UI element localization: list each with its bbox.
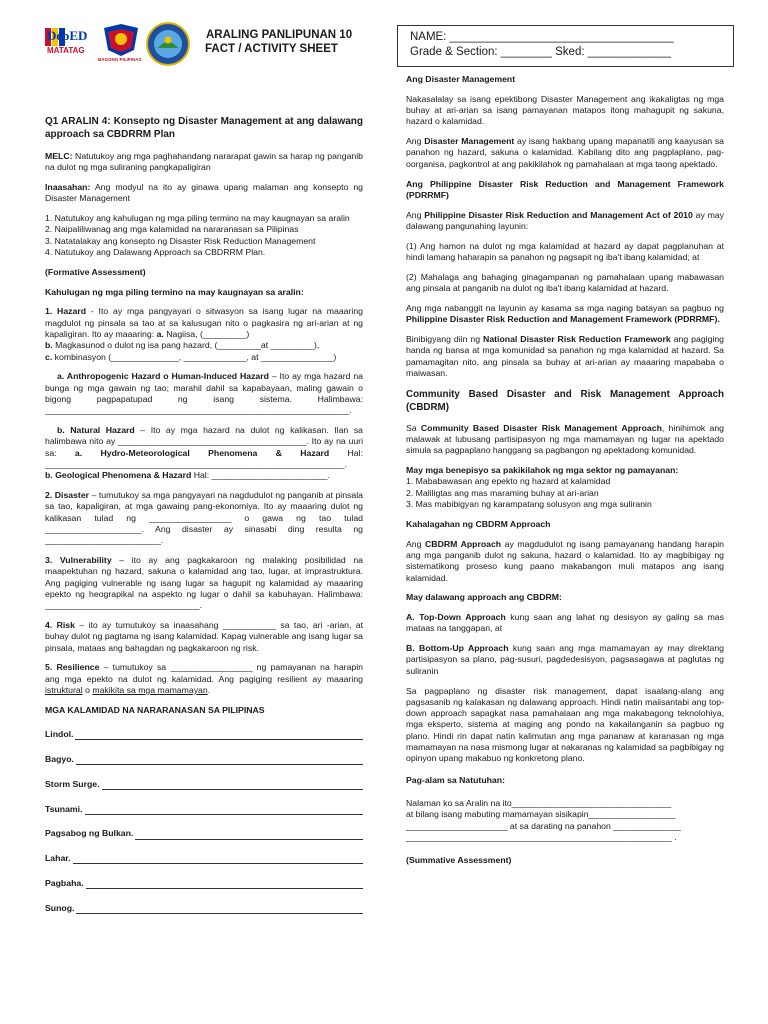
answer-line[interactable] [76,905,363,914]
melc-label: MELC: [45,151,73,161]
benepisyo-item: 2. Maliligtas ang mas maraming buhay at ari-arian [406,487,599,498]
answer-line[interactable] [75,731,363,740]
disaster-text[interactable]: – tumutukoy sa mga pangyayari na nagdudulot ng panganib at pinsala sa tao, kapaligiran, at mga gawaing pang-ekonomiya. Ito ay maaaring dulot ng kalikasan tulad ng _________________ o gawa ng tao tulad ____________________. Ang disaster ay sinasabi ding resulta ng ________________________. [45,490,363,546]
kahalagahan-heading: Kahalagahan ng CBDRM Approach [406,518,551,529]
hazard-a-label: a. [156,329,164,340]
istruktural-text: istruktural [45,685,83,696]
hazard-b-blank[interactable]: Magkasunod o dulot ng isa pang hazard, (_________at _________), [52,340,320,351]
vulnerability-label: 3. Vulnerability [45,555,112,566]
lesson-title: Q1 ARALIN 4: Konsepto ng Disaster Management at ang dalawang approach sa CBDRRM Plan [45,116,363,140]
title-line-2: FACT / ACTIVITY SHEET [205,43,338,55]
natural-hazard-paragraph [45,425,363,481]
resilience-or: o [82,685,93,696]
disaster-paragraph [45,490,363,546]
ndrrf-paragraph [406,334,724,379]
resilience-paragraph [45,662,363,696]
natural-hazard-text[interactable]: – Ito ay mga hazard na dulot ng kalikasan. Ilan sa halimbawa nito ay _______________________________________. Ito ay na uuri sa: [45,425,363,458]
school-seal-logo [146,22,190,66]
answer-line[interactable] [102,781,363,790]
objective-item: 3. Natatalakay ang konsepto ng Disaster Risk Reduction Management [45,235,316,246]
text: ay may dalawang pangunahing layunin: [406,209,724,231]
act-term: Philippine Disaster Risk Reduction and Management Act of 2010 [424,209,693,220]
geological-label: b. Geological Phenomena & Hazard [45,470,192,481]
text: kung saan ang lahat ng desisyon ay galing sa mas mataas na tanggapan, at [406,612,724,634]
melc-paragraph [45,151,363,174]
benepisyo-list [406,465,724,510]
name-field[interactable]: NAME: ___________________________________ [410,31,674,43]
hazard-text: - Ito ay mga pangyayari o sitwasyon sa isang lugar na maaaring magdulot ng pinsala sa tao at sa kalusugan nito o pagkasira ng ari-arian at ng kapaligiran. Ito ay maaaring: [45,306,363,340]
objective-item: 4. Natutukoy ang Dalawang Approach sa CBDRRM Plan. [45,247,266,258]
kalamidad-label: Lahar. [45,853,71,864]
pag-alam-line-2[interactable]: at bilang isang mabuting mamamayan sisikapin__________________ [406,809,676,820]
kahalagahan-paragraph [406,539,724,584]
matatag-logo-text: MATATAG [47,46,85,55]
pag-alam-blanks[interactable] [406,798,724,843]
layunin-2: (2) Mahalaga ang bahaging ginagampanan ng pamahalaan upang mabawasan ang pinsala at panganib na dulot ng iba't ibang kalamidad at hazard. [406,271,724,294]
risk-label: 4. Risk [45,620,75,631]
answer-line[interactable] [73,855,363,864]
kalamidad-item-pagbaha[interactable] [45,878,363,889]
disaster-label: 2. Disaster [45,490,90,501]
hydro-met-label: a. Hydro-Meteorological Phenomena & Hazard [74,447,330,458]
natural-hazard-label: b. Natural Hazard [57,425,135,436]
ndrrf-term: National Disaster Risk Reduction Framework [483,334,671,345]
cbdrm-heading: Community Based Disaster and Risk Management Approach (CBDRM) [406,389,724,413]
benepisyo-item: 1. Mababawasan ang epekto ng hazard at kalamidad [406,476,611,487]
kalamidad-label: Pagbaha. [45,877,84,888]
text: Sa [406,422,421,433]
bagong-pilipinas-caption: BAGONG PILIPINAS [98,57,142,62]
answer-line[interactable] [135,831,363,840]
kalamidad-label: Storm Surge. [45,778,100,789]
resilience-end: . [207,685,211,696]
text: ang pagiging handa ng bansa at mga komunidad sa panahon ng mga kalamidad at hazard. Sa pamamagitan nito, ang pinsala sa buhay at ari-arian ay maaaring mapababa o maiwasan. [406,334,725,378]
pagpaplano-paragraph: Sa pagpaplano ng disaster risk management, dapat isaalang-alang ang pagsasanib ng kalakasan ng dalawang approach. Hindi natin maiisantabi ang top-down approach sapagkat nasa pamahalaan ang mga makabagong teknolohiya, mga eksperto, sistema at maging ang pondo na kakailanganin sa pagbuo ng plano. Hindi rin dapat natin kalimutan ang mga pananaw at karanasan ng mga mamamayan na nasa mismong lugar at nakaranas ng kalamidad sa pagbibigay ng opinyon upang makabuo ng konkretong plano. [406,685,724,764]
text: ay magdudulot ng isang pamayanang handang harapin ang mga panganib dulot ng sakuna, hazard o kalamidad. Ito ay magbibigay ng sistematikong proseso kung paano makabangon muli matapos ang isang kalamidad. [406,538,725,583]
cbdrm-approach-term: CBDRM Approach [425,538,502,549]
kalamidad-item-tsunami[interactable] [45,804,363,815]
layunin-1: (1) Ang hamon na dulot ng mga kalamidad at hazard ay dapat pagplanuhan at hindi lamang haharapin sa panahon ng pagsapit ng iba't ibang kalamidad; at [406,240,724,263]
top-down-paragraph [406,612,724,635]
pdrrmf-paragraph [406,303,724,326]
risk-text[interactable]: – ito ay tumutukoy sa inaasahang ___________ sa tao, ari -arian, at buhay dulot ng pagtama ng isang kalamidad. Kapag vulnerable ang isang lugar sa pinsala, mataas ang bahagdan ng pagkakaroon ng risk. [45,620,363,653]
kalamidad-label: Bagyo. [45,753,74,764]
kalamidad-label: Lindol. [45,729,74,740]
grade-section-field[interactable]: Grade & Section: ________ Sked: _____________ [410,46,671,58]
kalamidad-label: Sunog. [45,902,75,913]
benepisyo-heading: May mga benepisyo sa pakikilahok ng mga sektor ng pamayanan: [406,465,679,476]
vulnerability-paragraph [45,555,363,611]
top-down-label: A. Top-Down Approach [406,612,506,623]
benepisyo-item: 3. Mas mabibigyan ng karampatang solusyon ang mga suliranin [406,499,652,510]
dm-paragraph-2 [406,136,724,170]
vulnerability-text[interactable]: – ito ay ang pagkakaroon ng malaking posibilidad na maapektuhan ng hazard, sakuna o kalamidad ang tao, lugar, at imprastruktura. Ang pagiging vulnerable ng isang lugar sa hagupit ng kalamidad ay maaaring epekto ng heograpikal na aspekto ng lugar o dahil sa kabuhayan. Halimbawa: ________________________________. [45,555,363,611]
formative-label: (Formative Assessment) [45,266,146,277]
melc-text: Natutukoy ang mga paghahandang nararapat gawin sa harap ng panganib na dulot ng mga suliraning pangkapaligiran [45,151,363,173]
bottom-up-paragraph [406,643,724,677]
mamamayan-text: makikita sa mga mamamayan [92,685,208,696]
kalamidad-heading: MGA KALAMIDAD NA NARARANASAN SA PILIPINAS [45,704,265,715]
pag-alam-line-4[interactable]: _______________________________________________________ . [406,831,677,842]
kalamidad-label: Tsunami. [45,803,83,814]
kalamidad-item-lindol[interactable] [45,729,363,740]
answer-line[interactable] [85,806,364,815]
act-paragraph [406,210,724,233]
text: kung saan ang mga mamamayan ay may direktang partisipasyon sa plano, pag-susuri, pagdedesisyon, pagsasagawa at paglutas ng suliranin [406,643,725,676]
title-line-1: ARALING PANLIPUNAN 10 [206,29,353,41]
kalamidad-item-sunog[interactable] [45,903,363,914]
hazard-a-blank[interactable]: Nagiisa, (_________) [163,329,250,340]
text: ay isang hakbang upang mapanatili ang kaayusan sa panahon ng hazard, sakuna o kalamidad. Kabilang dito ang pagplaplano, pag-oorganisa, pagkontrol at ang pakikilahok ng pamahalaan at mga taong apektado. [406,136,725,169]
objectives-list [45,213,363,258]
kalamidad-label: Pagsabog ng Bulkan. [45,828,134,839]
bagong-pilipinas-logo [100,22,142,64]
hazard-paragraph [45,306,363,362]
right-column [406,74,724,875]
bottom-up-label: B. Bottom-Up Approach [406,643,509,654]
left-column [45,116,363,928]
inaasahan-paragraph [45,182,363,205]
student-info-box [397,25,734,67]
resilience-label: 5. Resilience [45,662,100,673]
objective-item: 1. Natutukoy ang kahulugan ng mga piling termino na may kaugnayan sa aralin [45,213,350,224]
cbdrm-paragraph [406,423,724,457]
risk-paragraph [45,620,363,654]
text: Ang [406,538,426,549]
kalamidad-item-bagyo[interactable] [45,754,363,765]
kalamidad-item-lahar[interactable] [45,853,363,864]
pdrrmf-heading: Ang Philippine Disaster Risk Reduction and Management Framework (PDRRMF) [406,178,724,200]
answer-line[interactable] [86,880,363,889]
disaster-management-heading: Ang Disaster Management [406,74,516,84]
hazard-label: 1. Hazard [45,306,87,317]
inaasahan-text: Ang modyul na ito ay ginawa upang malaman ang konsepto ng Disaster Management [45,182,363,204]
anthropogenic-text[interactable]: – Ito ay mga hazard na bunga ng mga gawain ng tao; marahil dahil sa kapabayaan, maling gawain o bigong pagpapatupad ng isang sistema. Halimbawa: _______________________________________________________________. [45,371,363,416]
anthropogenic-paragraph [45,371,363,416]
text: Ang mga nabanggit na layunin ay kasama sa mga naging batayan sa pagbuo ng [406,302,724,313]
anthropogenic-label: a. Anthropogenic Hazard o Human-Induced Hazard [57,371,269,382]
answer-line[interactable] [76,756,363,765]
inaasahan-label: Inaasahan: [45,182,91,193]
kalamidad-item-storm-surge[interactable] [45,779,363,790]
pag-alam-line-1[interactable]: Nalaman ko sa Aralin na ito_________________________________ [406,797,672,808]
hazard-b-label: b. [45,340,53,351]
hazard-c-blank[interactable]: kombinasyon (______________, _____________, at _______________) [52,351,337,362]
summative-label: (Summative Assessment) [406,855,512,866]
pdrrmf-term: Philippine Disaster Risk Reduction and Management Framework (PDRRMF). [406,314,720,325]
kahulugan-heading: Kahulugan ng mga piling termino na may kaugnayan sa aralin: [45,286,304,297]
pag-alam-heading: Pag-alam sa Natutuhan: [406,774,505,785]
hazard-c-label: c. [45,351,53,362]
geological-blank[interactable]: Hal: ________________________. [191,470,330,481]
deped-logo-text: DepED [47,28,88,43]
kalamidad-item-bulkan[interactable] [45,828,363,839]
dm-paragraph-1: Nakasalalay sa isang epektibong Disaster Management ang ikakaligtas ng mga buhay at ari-arian sa isang pamayanan matapos itong mahagupit ng sakuna, hazard o kalamidad. [406,93,724,127]
deped-logo [43,24,95,64]
text: Binibigyang diin ng [406,334,484,345]
cbdrm-term: Community Based Disaster Risk Management Approach [420,422,662,433]
text: , hinihimok ang malawak at lubusang partisipasyon ng mga mamamayan ng lugar na apektado simula sa pagpaplano hanggang sa pagbangon ng apektadong komunidad. [406,422,724,456]
text: Ang [406,209,425,220]
dm-term: Disaster Management [424,136,515,147]
pag-alam-line-3[interactable]: _____________________ at sa darating na panahon ______________ [406,820,681,831]
text: Ang [406,136,425,147]
hydro-met-blank[interactable]: Hal: ______________________________________________________________. [45,447,363,470]
objective-item: 2. Naipaliliwanag ang mga kalamidad na nararanasan sa Pilipinas [45,224,299,235]
document-title [205,28,352,56]
dalawang-approach-heading: May dalawang approach ang CBDRM: [406,592,562,603]
resilience-text[interactable]: – tumutukoy sa _________________ ng pamayanan na harapin ang mga epekto na dulot ng kalamidad. Ang pagiging resilient ay maaaring [45,662,363,684]
